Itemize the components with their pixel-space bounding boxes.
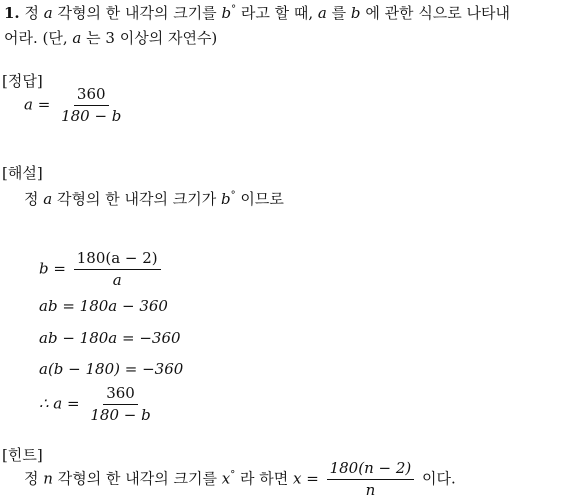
answer-numerator: 360: [74, 86, 109, 106]
hint-text-4: 이다.: [422, 469, 456, 488]
problem-condition: [4, 27, 217, 48]
intro-text-2: 각형의 한 내각의 크기가: [57, 190, 217, 208]
problem-text-5: 에 관한 식으로 나타내: [365, 4, 511, 22]
var-n: n: [43, 469, 53, 488]
problem-text-3: 라고 할 때,: [240, 4, 314, 22]
explanation-intro: [24, 188, 284, 209]
problem-text-1: 정: [24, 4, 39, 22]
problem-line2-pre: 어라. (단,: [4, 29, 68, 47]
degree-symbol: °: [230, 469, 236, 481]
var-a: a: [317, 4, 327, 22]
var-b: b: [221, 4, 232, 22]
answer-formula: [24, 86, 127, 125]
hint-text: [24, 460, 456, 499]
answer-denominator: 180 − b: [61, 107, 122, 125]
step-3: ab − 180a = −360: [39, 329, 181, 347]
hint-numerator: 180(n − 2): [327, 460, 415, 480]
hint-text-1: 정: [24, 469, 39, 488]
step-4: a(b − 180) = −360: [39, 360, 184, 378]
intro-text-3: 이므로: [240, 190, 284, 208]
explanation-header: [해설]: [2, 164, 43, 182]
step5-numerator: 360: [103, 385, 138, 405]
degree-symbol: °: [231, 4, 237, 15]
problem-text-2: 각형의 한 내각의 크기를: [57, 4, 217, 22]
step-2: ab = 180a − 360: [39, 297, 168, 315]
hint-lhs: x =: [293, 469, 319, 488]
degree-symbol: °: [230, 190, 236, 201]
hint-denominator: n: [365, 481, 376, 499]
var-x: x: [221, 469, 231, 488]
step-1: [39, 250, 164, 289]
hint-text-2: 각형의 한 내각의 크기를: [57, 469, 217, 488]
problem-line2-mid: 는 3 이상의 자연수): [86, 29, 218, 47]
step1-lhs: b =: [39, 259, 66, 278]
step-5: [39, 385, 157, 424]
answer-header: [정답]: [2, 72, 43, 90]
hint-fraction: [327, 460, 415, 499]
step1-denominator: a: [112, 271, 122, 289]
intro-text-1: 정: [24, 190, 39, 208]
problem-text-4: 를: [331, 4, 347, 22]
step5-denominator: 180 − b: [90, 406, 151, 424]
step1-fraction: [74, 250, 161, 289]
var-a: a: [43, 190, 53, 208]
answer-fraction: [58, 86, 124, 125]
hint-text-3: 라 하면: [239, 469, 289, 488]
var-a: a: [43, 4, 53, 22]
step5-lhs: ∴ a =: [39, 394, 80, 413]
problem-number: 1.: [4, 4, 20, 22]
step1-numerator: 180(a − 2): [74, 250, 161, 270]
var-a: a: [72, 29, 82, 47]
var-b: b: [221, 190, 231, 208]
problem-statement: [4, 2, 510, 23]
step5-fraction: [87, 385, 153, 424]
var-b: b: [350, 4, 361, 22]
answer-lhs: a =: [24, 95, 51, 114]
hint-header: [힌트]: [2, 446, 43, 464]
